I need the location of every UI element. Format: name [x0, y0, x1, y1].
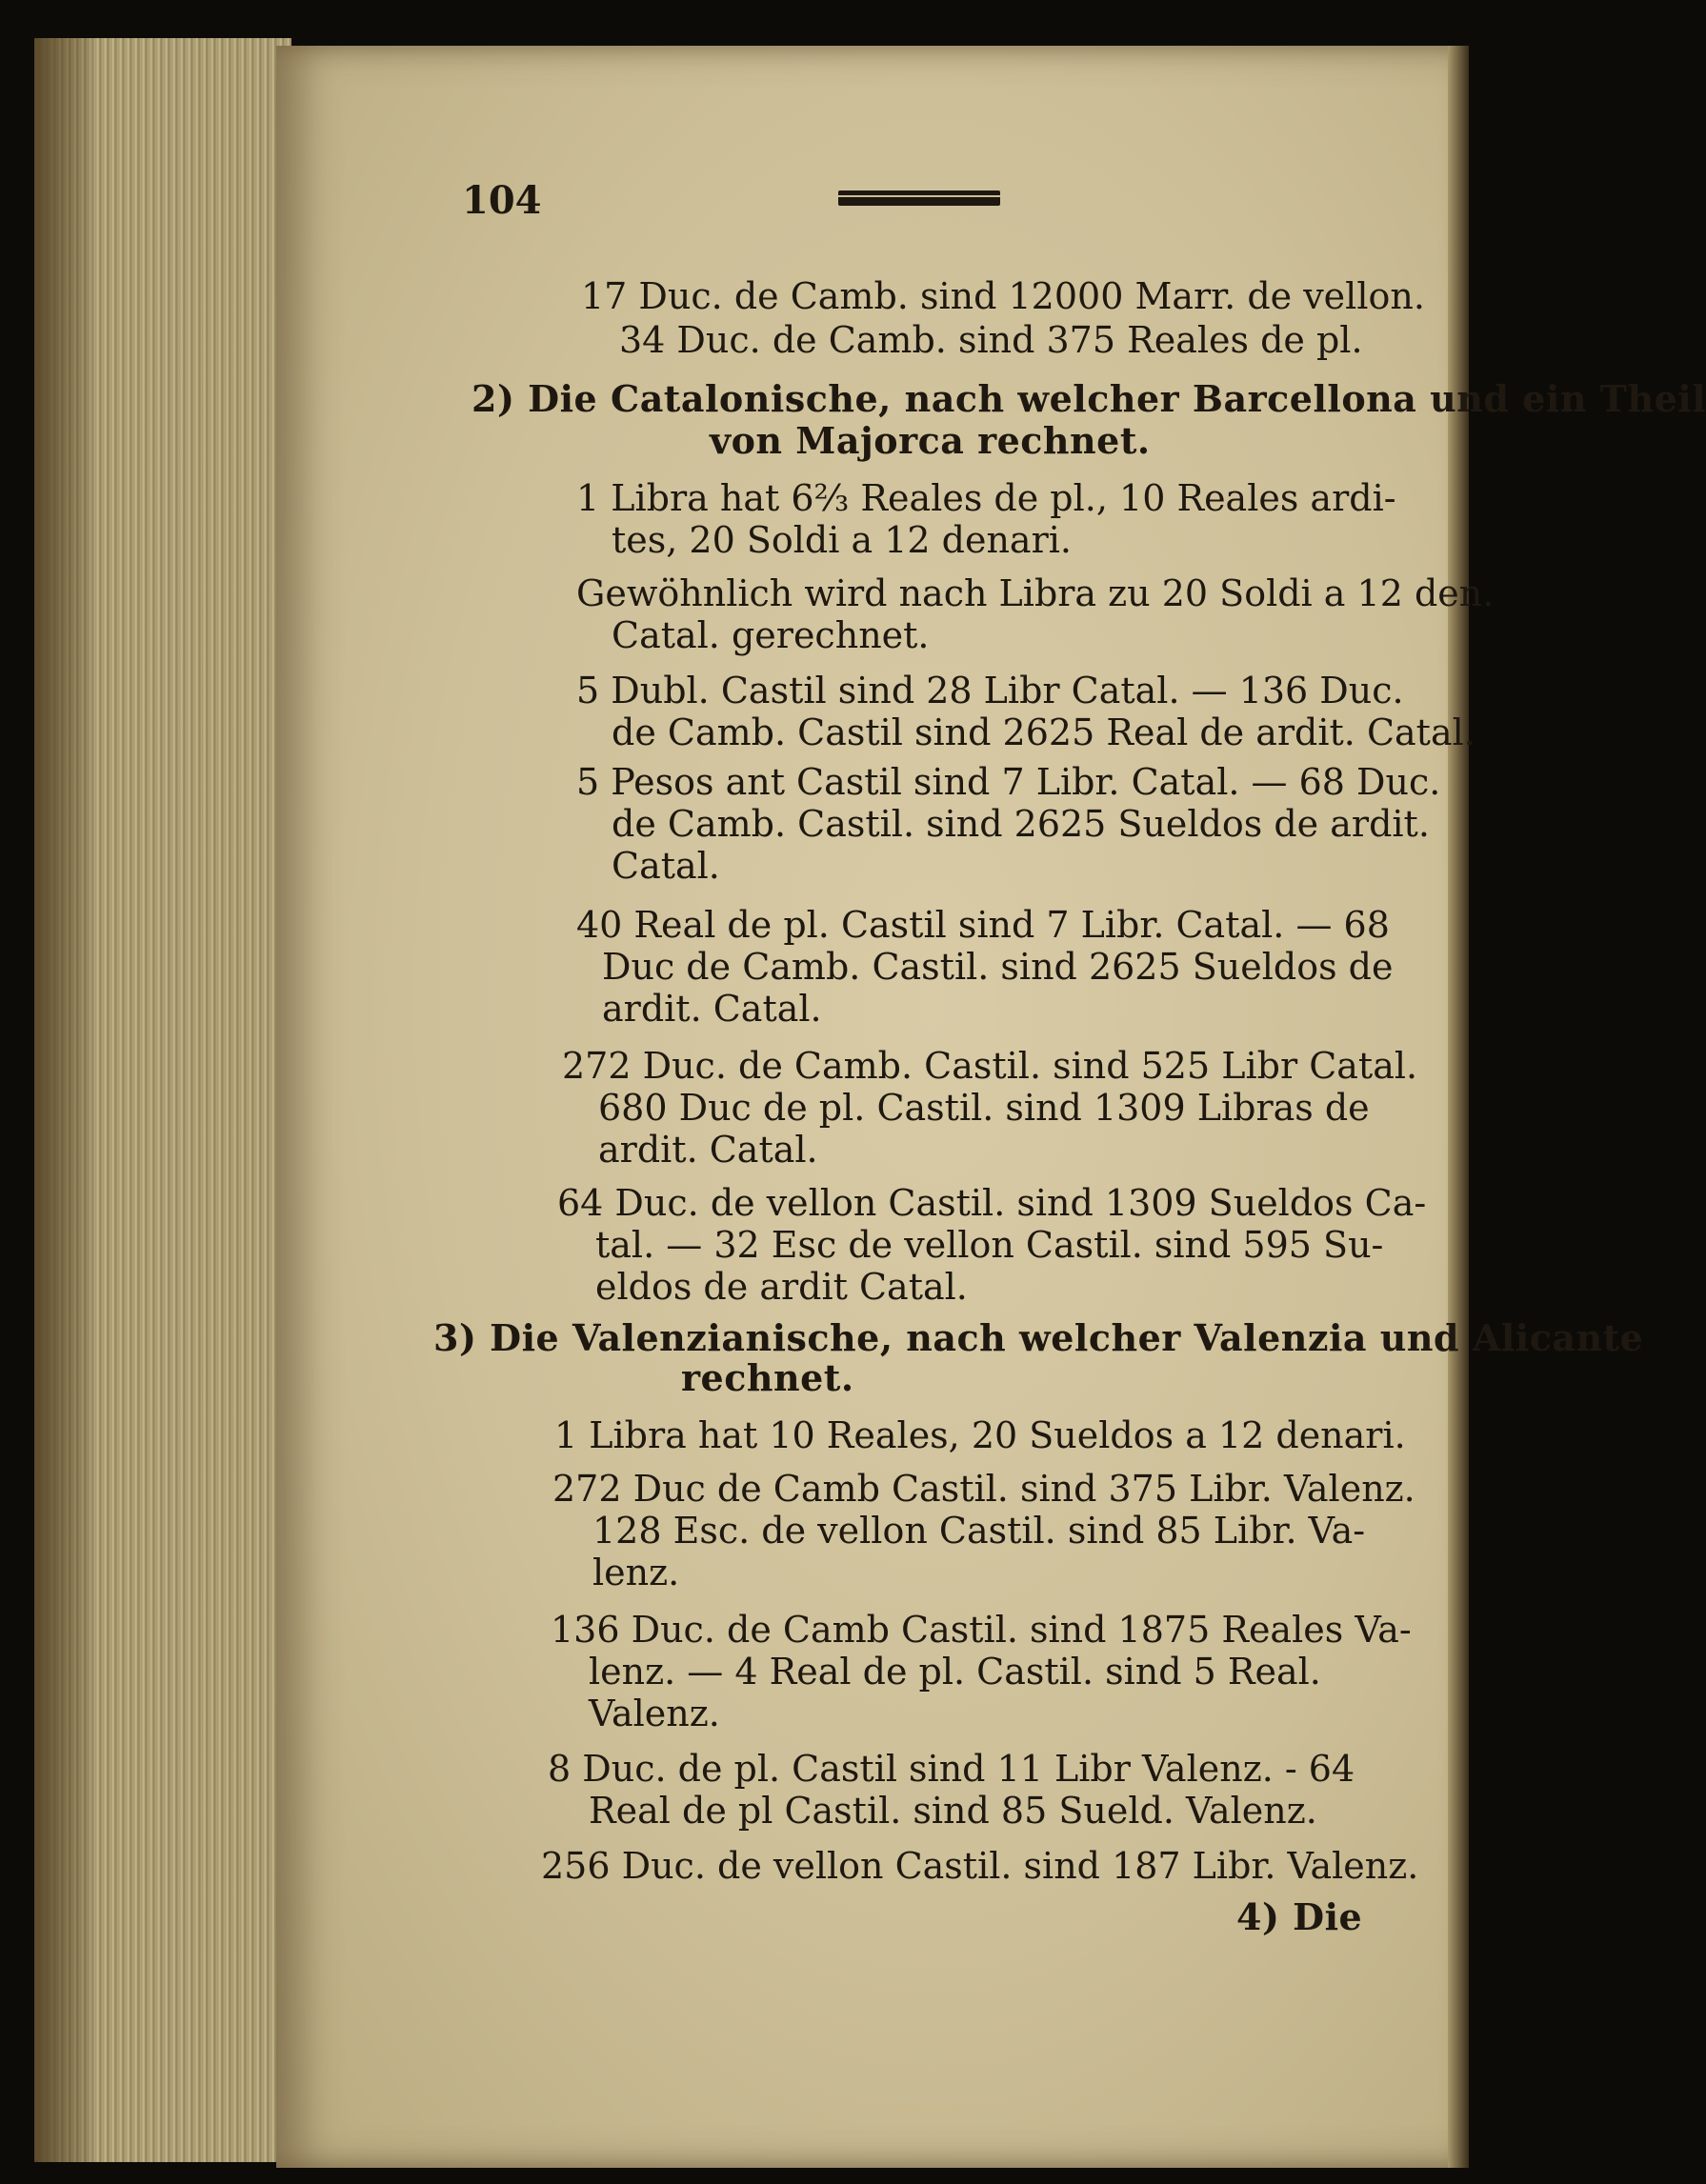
text-line: de Camb. Castil. sind 2625 Sueldos de ardit.: [612, 803, 1430, 845]
text-line: 40 Real de pl. Castil sind 7 Libr. Catal. — 68: [576, 904, 1390, 946]
text-line: 17 Duc. de Camb. sind 12000 Marr. de vellon.: [581, 275, 1425, 317]
text-line: 680 Duc de pl. Castil. sind 1309 Libras de: [598, 1087, 1370, 1129]
text-line: Duc de Camb. Castil. sind 2625 Sueldos de: [602, 946, 1394, 988]
text-line: 8 Duc. de pl. Castil sind 11 Libr Valenz. - 64: [548, 1748, 1355, 1790]
section-heading: 3) Die Valenzianische, nach welcher Valenzia und Alicante: [433, 1316, 1644, 1359]
text-line: tes, 20 Soldi a 12 denari.: [612, 519, 1072, 561]
text-line: Real de pl Castil. sind 85 Sueld. Valenz.: [589, 1790, 1317, 1832]
text-line: tal. — 32 Esc de vellon Castil. sind 595 Su-: [595, 1224, 1384, 1266]
text-line: lenz.: [592, 1552, 680, 1593]
text-line: 1 Libra hat 6⅔ Reales de pl., 10 Reales ardi-: [576, 477, 1396, 519]
page-number: 104: [462, 178, 542, 223]
text-line: 136 Duc. de Camb Castil. sind 1875 Reales Va-: [551, 1609, 1412, 1651]
catchword: 4) Die: [1236, 1895, 1363, 1938]
text-line: 34 Duc. de Camb. sind 375 Reales de pl.: [619, 319, 1363, 361]
text-line: de Camb. Castil sind 2625 Real de ardit. Catal.: [612, 711, 1475, 753]
text-line: 128 Esc. de vellon Castil. sind 85 Libr. Va-: [592, 1510, 1366, 1552]
text-line: 256 Duc. de vellon Castil. sind 187 Libr. Valenz.: [541, 1845, 1419, 1887]
text-line: Catal.: [612, 845, 720, 887]
text-line: Valenz.: [589, 1693, 720, 1734]
text-line: ardit. Catal.: [602, 988, 822, 1030]
text-line: eldos de ardit Catal.: [595, 1266, 968, 1308]
text-line: 1 Libra hat 10 Reales, 20 Sueldos a 12 denari.: [554, 1414, 1406, 1456]
page-stack-shadow: [34, 38, 91, 2162]
text-line: Gewöhnlich wird nach Libra zu 20 Soldi a 12 den.: [576, 572, 1495, 614]
text-line: 64 Duc. de vellon Castil. sind 1309 Sueldos Ca-: [557, 1182, 1427, 1224]
text-line: lenz. — 4 Real de pl. Castil. sind 5 Real.: [589, 1651, 1321, 1693]
header-rule: [838, 190, 1000, 206]
section-heading-cont: rechnet.: [681, 1356, 854, 1399]
section-heading: 2) Die Catalonische, nach welcher Barcellona und ein Theil: [472, 377, 1706, 420]
text-line: ardit. Catal.: [598, 1129, 818, 1171]
text-line: 5 Dubl. Castil sind 28 Libr Catal. — 136 Duc.: [576, 670, 1404, 711]
text-line: 272 Duc. de Camb. Castil. sind 525 Libr Catal.: [562, 1045, 1418, 1087]
text-line: 272 Duc de Camb Castil. sind 375 Libr. Valenz.: [552, 1468, 1415, 1510]
text-line: 5 Pesos ant Castil sind 7 Libr. Catal. — 68 Duc.: [576, 761, 1441, 803]
text-line: Catal. gerechnet.: [612, 614, 930, 656]
page-gutter: [1448, 46, 1469, 2168]
section-heading-cont: von Majorca rechnet.: [710, 419, 1151, 462]
